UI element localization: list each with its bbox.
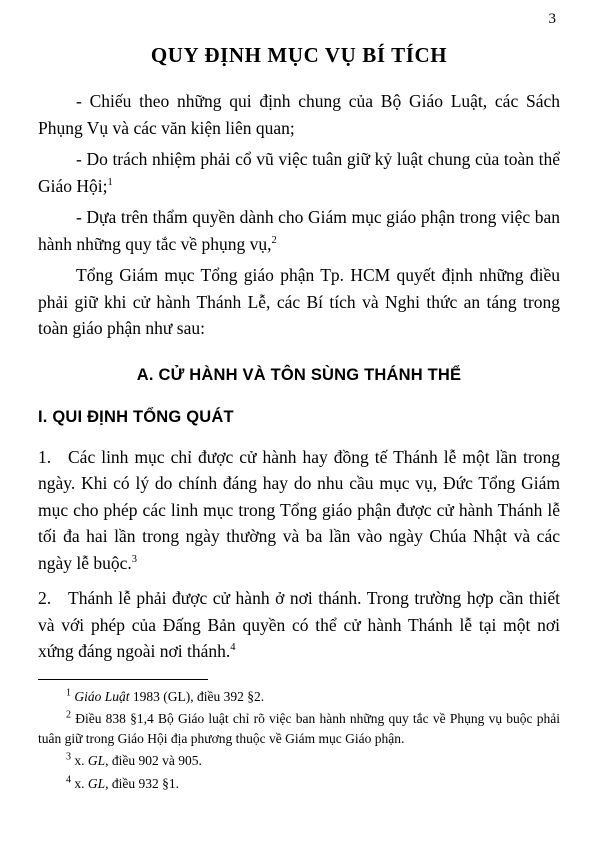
numbered-item-2 [38, 585, 560, 665]
numbered-item-2-number: 2. [38, 588, 52, 608]
section-heading-i: I. QUI ĐỊNH TỔNG QUÁT [38, 407, 234, 426]
numbered-item-1-text: Các linh mục chỉ được cử hành hay đồng tế Thánh lễ một lần trong ngày. Khi có lý do chính đáng hay do nhu cầu mục vụ, Đức Tổng Giám mục cho phép các linh mục trong Tổng giáo phận được cử hành Thánh lễ tối đa hai lần trong ngày thường và ba lần vào ngày Chúa Nhật và các ngày lễ buộc. [38, 446, 560, 573]
footnote-4-number: 4 [66, 774, 71, 785]
footnote-1-number: 1 [66, 687, 71, 698]
footnote-3-italic: GL [87, 753, 106, 768]
footnote-marker-4: 4 [230, 642, 236, 654]
footnote-1 [38, 687, 560, 707]
intro-paragraph-1 [38, 88, 560, 141]
footnote-4-italic: GL [87, 775, 106, 791]
footnotes-area [38, 687, 560, 794]
footnote-marker-3: 3 [131, 553, 138, 565]
intro-paragraph-1-text: - Chiếu theo những qui định chung của Bộ Giáo Luật, các Sách Phụng Vụ và các văn kiện liên quan; [38, 91, 560, 138]
footnote-1-italic: Giáo Luật [74, 688, 130, 704]
intro-paragraph-2 [38, 146, 560, 199]
footnote-2-number: 2 [66, 709, 71, 721]
footnote-2-text: Điều 838 §1,4 Bộ Giáo luật chỉ rõ việc ban hành những quy tắc về Phụng vụ buộc phải tuân giữ trong Giáo Hội địa phương thuộc về Giám mục Giáo phận. [38, 711, 560, 746]
footnote-2 [38, 709, 560, 748]
intro-paragraph-2-text: - Do trách nhiệm phải cổ vũ việc tuân giữ kỷ luật chung của toàn thể Giáo Hội; [38, 149, 560, 196]
section-heading-a: A. CỬ HÀNH VÀ TÔN SÙNG THÁNH THỂ [136, 365, 462, 384]
footnote-3-number: 3 [66, 751, 71, 763]
page-number: 3 [548, 11, 556, 27]
numbered-item-2-text: Thánh lễ phải được cử hành ở nơi thánh. Trong trường hợp cần thiết và với phép của Đấng Bản quyền có thể cử hành Thánh lễ tại một nơi xứng đáng ngoài nơi thánh. [38, 588, 560, 661]
numbered-item-1 [38, 444, 560, 577]
footnote-marker-2: 2 [271, 234, 277, 246]
intro-paragraph-3 [38, 204, 560, 257]
footnote-3-text: , điều 902 và 905. [105, 753, 202, 768]
intro-paragraph-3-text: - Dựa trên thẩm quyền dành cho Giám mục giáo phận trong việc ban hành những quy tắc về phụng vụ, [38, 207, 560, 254]
footnote-separator [38, 679, 208, 680]
footnote-1-text: 1983 (GL), điều 392 §2. [129, 688, 265, 704]
intro-paragraph-4-text: Tổng Giám mục Tổng giáo phận Tp. HCM quyết định những điều phải giữ khi cử hành Thánh Lễ, các Bí tích và Nghi thức an táng trong toàn giáo phận như sau: [38, 265, 560, 338]
footnote-3 [38, 751, 560, 771]
page-title: QUY ĐỊNH MỤC VỤ BÍ TÍCH [150, 43, 448, 67]
footnote-4 [38, 774, 560, 794]
footnote-marker-1: 1 [107, 176, 113, 188]
footnote-3-pre: x. [74, 753, 88, 768]
footnote-4-text: , điều 932 §1. [105, 775, 180, 791]
intro-paragraph-4 [38, 262, 560, 342]
footnote-4-pre: x. [74, 775, 88, 791]
numbered-item-1-number: 1. [38, 446, 52, 467]
